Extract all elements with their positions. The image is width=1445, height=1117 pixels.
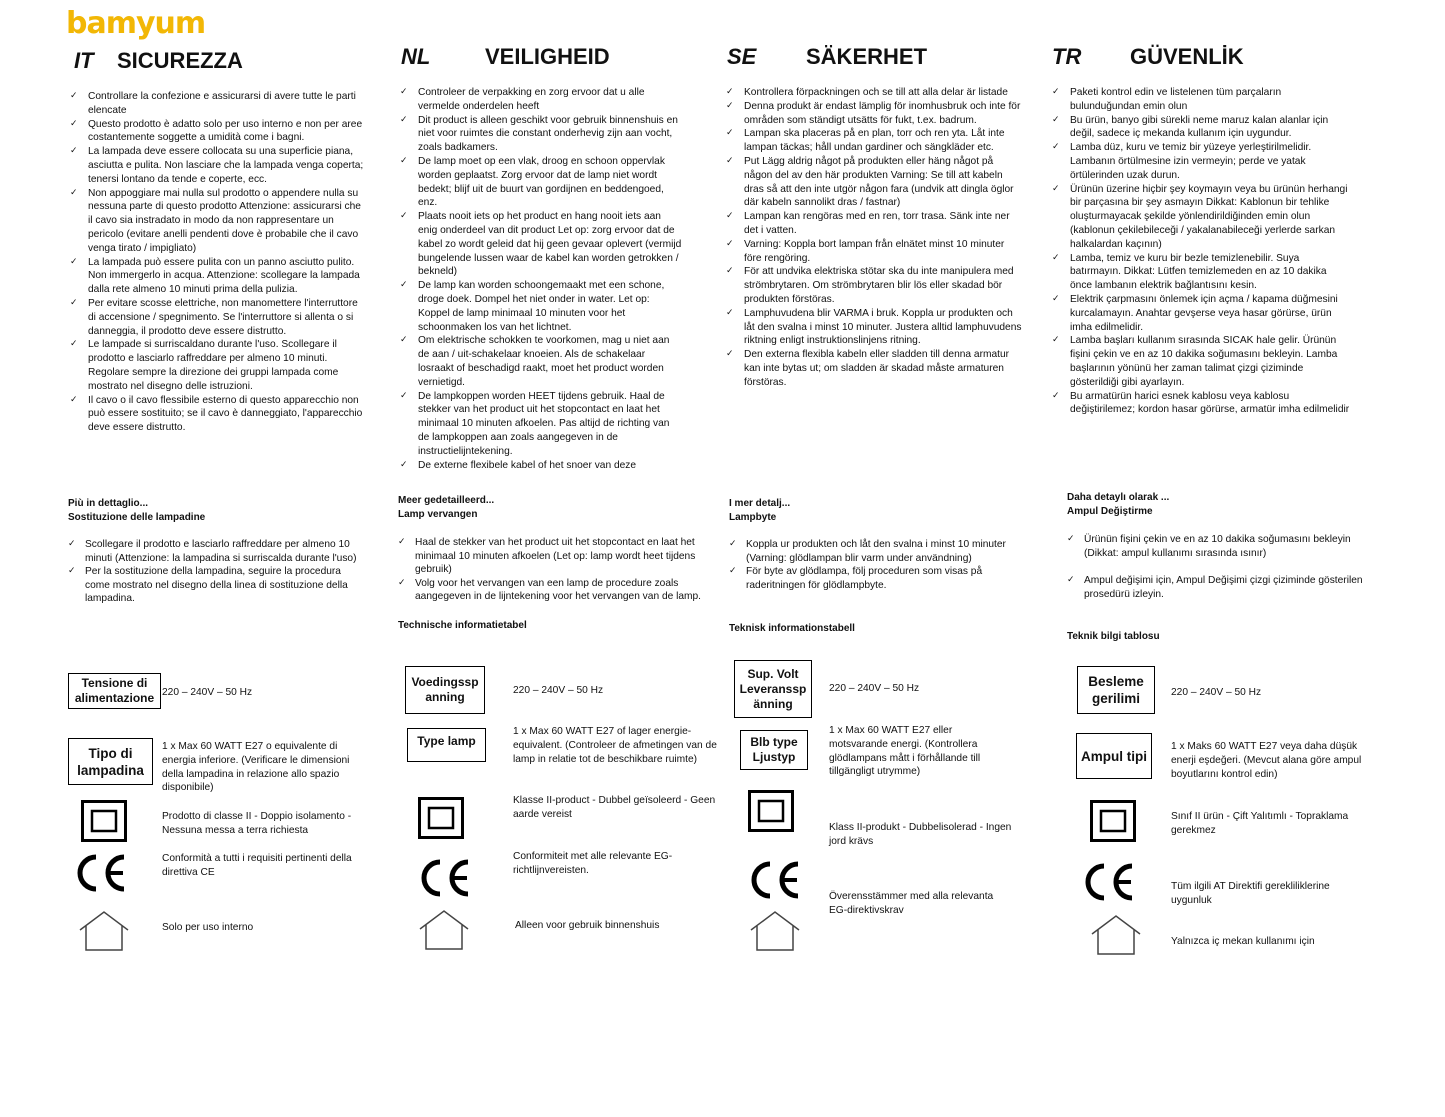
list-item: ✓ De lamp kan worden schoongemaakt met een schone, droge doek. Dompel het niet onder in water. Let op: Koppel de lamp minimaal 10 minuten voor het schoonmaken los van het lichtnet.: [398, 279, 683, 334]
voltage-label-box: Sup. Volt Leveranssp änning: [734, 660, 812, 718]
list-item: ✓ Om elektrische schokken te voorkomen, mag u niet aan de aan / uit-schakelaar knoeien. Als de schakelaar losraakt of beschadigd raakt, moet het product worden vernietigd.: [398, 334, 683, 389]
column-tr: [1050, 0, 1363, 1117]
list-item: ✓ Haal de stekker van het product uit het stopcontact en laat het minimaal 10 minuten afkoelen (Let op: lamp wordt heet tijdens gebruik): [398, 536, 710, 577]
list-item: ✓ Il cavo o il cavo flessibile esterno di questo apparecchio non può essere sostituito; se il cavo è danneggiato, l'apparecchio deve essere distrutto.: [68, 394, 368, 435]
class-ii-text: Klass II-produkt - Dubbelisolerad - Ingen jord krävs: [829, 822, 1012, 847]
voltage-value: 220 – 240V – 50 Hz: [829, 683, 920, 694]
voltage-label-box: Besleme gerilimi: [1077, 666, 1155, 714]
class-ii-double-insulation-icon: [748, 790, 794, 832]
technical-table-title: Technische informatietabel: [398, 620, 527, 631]
class-ii-text: Sınıf II ürün - Çift Yalıtımlı - Topraklama gerekmez: [1171, 811, 1349, 836]
ce-mark-icon: [1082, 862, 1138, 902]
column-se: [724, 0, 1024, 1117]
safety-list: [68, 90, 368, 435]
class-ii-double-insulation-icon: [81, 800, 127, 842]
list-item: ✓ Dit product is alleen geschikt voor gebruik binnenshuis en niet voor ruimtes die constant onderhevig zijn aan vocht, zoals badkamers.: [398, 114, 683, 155]
list-item: ✓ Lamba başları kullanım sırasında SICAK hale gelir. Ürünün fişini çekin ve en az 10 dakika soğumasını bekleyin. Lamba başlarının yönünü her zaman talimat çizgi çiziminde gösterildiği gibi ayarlayın.: [1050, 334, 1350, 389]
replacement-list: [1067, 533, 1367, 601]
voltage-label-box: Tensione di alimentazione: [68, 673, 161, 709]
list-item: ✓ De lampkoppen worden HEET tijdens gebruik. Haal de stekker van het product uit het stopcontact en laat het minimaal 10 minuten afkoelen. Pas altijd de richting van de lampkoppen aan zoals aangegeven in de instructielijntekening.: [398, 390, 683, 459]
list-item: ✓ Scollegare il prodotto e lasciarlo raffreddare per almeno 10 minuti (Attenzione: la lampadina si surriscalda durante l'uso): [68, 538, 358, 565]
list-item: ✓ Non appoggiare mai nulla sul prodotto o appendere nulla su nessuna parte di questo prodotto Attenzione: assicurarsi che il cavo sia instradato in modo da non rappresentare un pericolo (evitare anelli pendenti dove è probabile che il cavo venga tirato / impigliato): [68, 187, 368, 256]
technical-table-title: Teknisk informationstabell: [729, 623, 855, 634]
indoor-use-house-icon: [418, 909, 470, 951]
list-item: ✓ Lamba düz, kuru ve temiz bir yüzeye yerleştirilmelidir. Lambanın örtülmesine izin vermeyin; perde ve yatak örtülerinden uzak durun.: [1050, 141, 1350, 182]
column-nl: [398, 0, 717, 1117]
list-item: ✓ Controllare la confezione e assicurarsi di avere tutte le parti elencate: [68, 90, 368, 118]
list-item: ✓ La lampada deve essere collocata su una superficie piana, asciutta e pulita. Non lasciare che la lampada venga coperta; tenersi lontano da tende e coperte, ecc.: [68, 145, 368, 186]
lamp-type-value: 1 x Maks 60 WATT E27 veya daha düşük enerji eşdeğeri. (Mevcut alana göre ampul boyutlarını kontrol edin): [1171, 741, 1362, 780]
list-item: ✓ Ürünün fişini çekin ve en az 10 dakika soğumasını bekleyin (Dikkat: ampul kullanımı sırasında ısınır): [1067, 533, 1367, 560]
replacement-list: [68, 538, 358, 606]
ce-text: Tüm ilgili AT Direktifi gerekliliklerine uygunluk: [1171, 881, 1330, 906]
voltage-label-box: Voedingssp anning: [405, 666, 485, 714]
safety-list: [724, 86, 1024, 390]
list-item: ✓ För byte av glödlampa, följ proceduren som visas på raderitningen för glödlampbyte.: [729, 565, 1024, 592]
language-code: IT: [74, 48, 94, 73]
lamp-type-label-box: Ampul tipi: [1076, 733, 1152, 779]
indoor-use-house-icon: [749, 910, 801, 952]
subsection-title: Ampul Değiştirme: [1067, 506, 1153, 517]
list-item: ✓ Questo prodotto è adatto solo per uso interno e non per aree costantemente soggette a umidità come i bagni.: [68, 118, 368, 146]
indoor-text: Yalnızca iç mekan kullanımı için: [1171, 936, 1315, 947]
class-ii-double-insulation-icon: [418, 797, 464, 839]
list-item: ✓ Per evitare scosse elettriche, non manomettere l'interruttore di accensione / spegnimento. Se l'interruttore si allenta o si danneggia, il prodotto deve essere distrutto.: [68, 297, 368, 338]
list-item: ✓ Ürünün üzerine hiçbir şey koymayın veya bu ürünün herhangi bir parçasına bir şey asmayın Dikkat: Kablonun bir tehlike oluşturmayacak şekilde yönlendirildiğinden emin olun (kablonun çekilebileceği / yakalanabileceği yerlerde sarkan halkalardan kaçının): [1050, 183, 1350, 252]
list-item: ✓ Lampan ska placeras på en plan, torr och ren yta. Låt inte lampan täckas; håll undan gardiner och sängkläder etc.: [724, 127, 1024, 155]
list-item: ✓ Den externa flexibla kabeln eller sladden till denna armatur kan inte bytas ut; om sladden är skadad måste armaturen förstöras.: [724, 348, 1024, 389]
lamp-type-value: 1 x Max 60 WATT E27 eller motsvarande energi. (Kontrollera glödlampans mått i förhållande till tillgängligt utrymme): [829, 725, 981, 778]
ce-text: Conformiteit met alle relevante EG-richtlijnvereisten.: [513, 851, 673, 876]
lamp-type-label-box: Type lamp: [407, 728, 486, 762]
ce-text: Conformità a tutti i requisiti pertinenti della direttiva CE: [162, 853, 352, 878]
list-item: ✓ Varning: Koppla bort lampan från elnätet minst 10 minuter före rengöring.: [724, 238, 1024, 266]
safety-list: [398, 86, 683, 472]
class-ii-text: Prodotto di classe II - Doppio isolamento - Nessuna messa a terra richiesta: [162, 811, 352, 836]
technical-table-title: Teknik bilgi tablosu: [1067, 631, 1160, 642]
section-title: VEILIGHEID: [485, 44, 610, 69]
replacement-list: [729, 538, 1024, 592]
list-item: ✓ De lamp moet op een vlak, droog en schoon oppervlak worden geplaatst. Zorg ervoor dat de lamp niet wordt bedekt; blijf uit de buurt van gordijnen en beddengoed, enz.: [398, 155, 683, 210]
ce-mark-icon: [418, 858, 474, 898]
indoor-use-house-icon: [78, 910, 130, 952]
list-item: ✓ För att undvika elektriska stötar ska du inte manipulera med strömbrytaren. Om strömbrytaren blir lös eller skadad bör produkten förstöras.: [724, 265, 1024, 306]
more-detail-label: Daha detaylı olarak ...: [1067, 492, 1170, 503]
list-item: ✓ La lampada può essere pulita con un panno asciutto pulito. Non immergerlo in acqua. Attenzione: scollegare la lampada dalla rete almeno 10 minuti prima della pulizia.: [68, 256, 368, 297]
replacement-list: [398, 536, 710, 604]
section-title: SÄKERHET: [806, 44, 928, 69]
list-item: ✓ Ampul değişimi için, Ampul Değişimi çizgi çiziminde gösterilen prosedürü izleyin.: [1067, 574, 1367, 601]
safety-list: [1050, 86, 1350, 417]
more-detail-label: Più in dettaglio...: [68, 498, 148, 509]
list-item: ✓ Elektrik çarpmasını önlemek için açma / kapama düğmesini kurcalamayın. Anahtar gevşerse veya hasar görürse, ürün imha edilmelidir.: [1050, 293, 1350, 334]
list-item: ✓ Volg voor het vervangen van een lamp de procedure zoals aangegeven in de lijntekening voor het vervangen van de lamp.: [398, 577, 710, 604]
list-item: ✓ Paketi kontrol edin ve listelenen tüm parçaların bulunduğundan emin olun: [1050, 86, 1350, 114]
column-it: [68, 0, 368, 1117]
language-code: NL: [401, 44, 431, 69]
language-code: TR: [1052, 44, 1082, 69]
list-item: ✓ Lamba, temiz ve kuru bir bezle temizlenebilir. Suya batırmayın. Dikkat: Lütfen temizlemeden en az 10 dakika önce lambanın elektrik bağlantısını kesin.: [1050, 252, 1350, 293]
list-item: ✓ Koppla ur produkten och låt den svalna i minst 10 minuter (Varning: glödlampan blir varm under användning): [729, 538, 1024, 565]
list-item: ✓ Le lampade si surriscaldano durante l'uso. Scollegare il prodotto e lasciarlo raffreddare per almeno 10 minuti. Regolare sempre la direzione dei gruppi lampada come mostrato nel disegno delle istruzioni.: [68, 338, 368, 393]
lamp-type-value: 1 x Max 60 WATT E27 o equivalente di energia inferiore. (Verificare le dimensioni della lampadina in relazione allo spazio disponibile): [162, 741, 350, 794]
indoor-use-house-icon: [1090, 914, 1142, 956]
list-item: ✓ Denna produkt är endast lämplig för inomhusbruk och inte för områden som ständigt utsätts för fukt, t.ex. badrum.: [724, 100, 1024, 128]
subsection-title: Lampbyte: [729, 512, 777, 523]
class-ii-double-insulation-icon: [1090, 800, 1136, 842]
indoor-text: Alleen voor gebruik binnenshuis: [515, 920, 660, 931]
subsection-title: Lamp vervangen: [398, 509, 478, 520]
list-item: ✓ De externe flexibele kabel of het snoer van deze: [398, 459, 683, 473]
list-item: ✓ Kontrollera förpackningen och se till att alla delar är listade: [724, 86, 1024, 100]
list-item: ✓ Lamphuvudena blir VARMA i bruk. Koppla ur produkten och låt den svalna i minst 10 minuter. Justera alltid lamphuvudens riktning enligt instruktionslinjens ritning.: [724, 307, 1024, 348]
ce-text: Överensstämmer med alla relevanta EG-direktivskrav: [829, 891, 994, 916]
list-item: ✓ Plaats nooit iets op het product en hang nooit iets aan enig onderdeel van dit product Let op: zorg ervoor dat de kabel zo wordt geleid dat hij geen gevaar oplevert (vermijd bungelende lussen waar de kabel kan worden getrokken / bekneld): [398, 210, 683, 279]
language-code: SE: [727, 44, 757, 69]
lamp-type-label-box: Blb type Ljustyp: [740, 730, 808, 770]
voltage-value: 220 – 240V – 50 Hz: [513, 685, 604, 696]
section-title: SICUREZZA: [117, 48, 243, 73]
list-item: ✓ Per la sostituzione della lampadina, seguire la procedura come mostrato nel disegno della linea di sostituzione della lampadina.: [68, 565, 358, 606]
lamp-type-value: 1 x Max 60 WATT E27 of lager energie-equivalent. (Controleer de afmetingen van de lamp in relatie tot de beschikbare ruimte): [513, 726, 717, 765]
subsection-title: Sostituzione delle lampadine: [68, 512, 206, 523]
indoor-text: Solo per uso interno: [162, 922, 254, 933]
ce-mark-icon: [748, 860, 804, 900]
list-item: ✓ Put Lägg aldrig något på produkten eller häng något på någon del av den här produkten Varning: Se till att kabeln dras så att den inte utgör någon fara (undvik att dingla öglor där kabeln sannolikt dras / fastnar): [724, 155, 1024, 210]
lamp-type-label-box: Tipo di lampadina: [68, 738, 153, 785]
list-item: ✓ Lampan kan rengöras med en ren, torr trasa. Sänk inte ner det i vatten.: [724, 210, 1024, 238]
list-item: ✓ Bu armatürün harici esnek kablosu veya kablosu değiştirilemez; kordon hasar görürse, armatür imha edilmelidir: [1050, 390, 1350, 418]
brand-logo: bamyum: [66, 6, 206, 41]
voltage-value: 220 – 240V – 50 Hz: [162, 687, 253, 698]
more-detail-label: Meer gedetailleerd...: [398, 495, 495, 506]
list-item: ✓ Controleer de verpakking en zorg ervoor dat u alle vermelde onderdelen heeft: [398, 86, 683, 114]
section-title: GÜVENLİK: [1130, 44, 1244, 69]
class-ii-text: Klasse II-product - Dubbel geïsoleerd - Geen aarde vereist: [513, 795, 716, 820]
ce-mark-icon: [74, 853, 130, 893]
list-item: ✓ Bu ürün, banyo gibi sürekli neme maruz kalan alanlar için değil, sadece iç mekanda kullanım için uygundur.: [1050, 114, 1350, 142]
voltage-value: 220 – 240V – 50 Hz: [1171, 687, 1262, 698]
more-detail-label: I mer detalj...: [729, 498, 791, 509]
